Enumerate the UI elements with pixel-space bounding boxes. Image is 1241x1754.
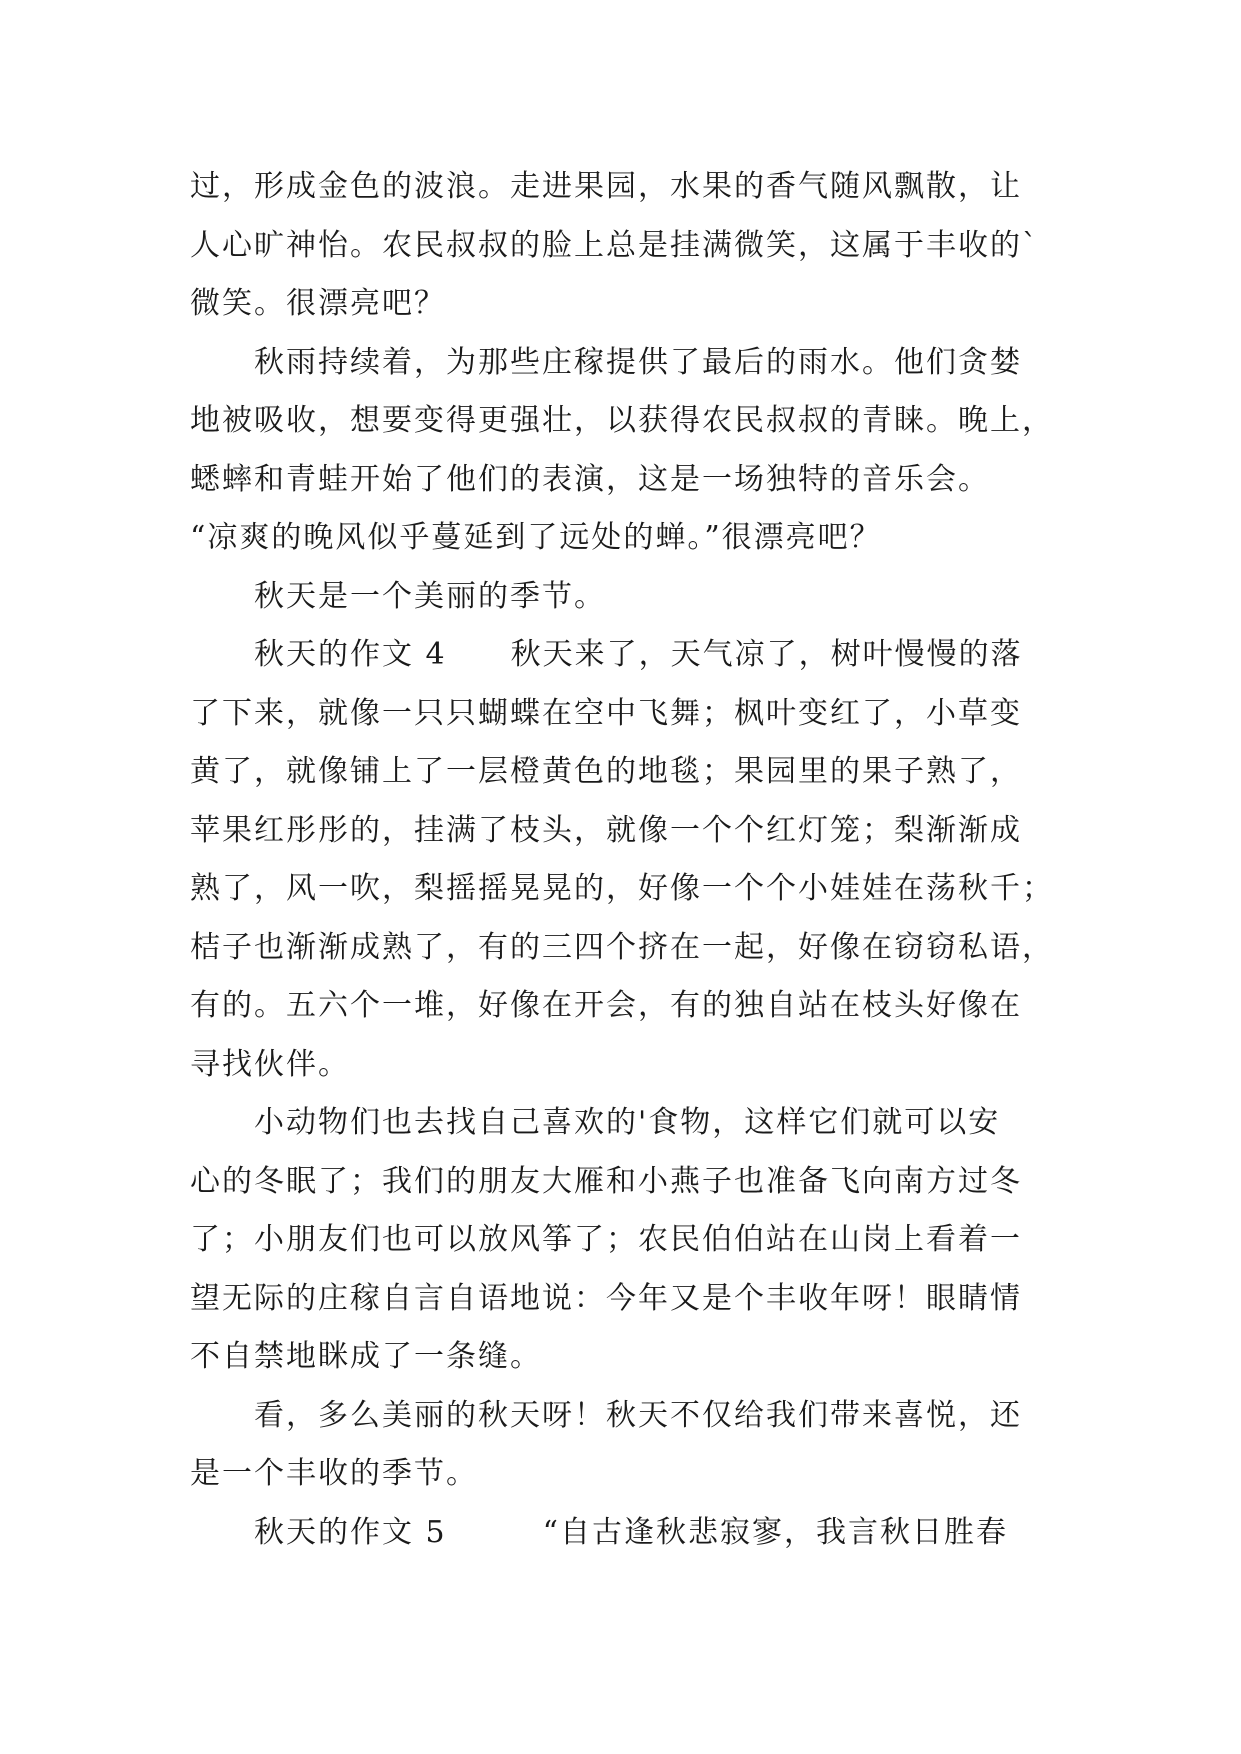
text-line: 地被吸收，想要变得更强壮，以获得农民叔叔的青睐。晚上， bbox=[190, 403, 1054, 438]
text-line: “凉爽的晚风似乎蔓延到了远处的蝉。”很漂亮吧？ bbox=[190, 520, 882, 555]
text-line: 有的。五六个一堆，好像在开会，有的独自站在枝头好像在 bbox=[190, 988, 1022, 1023]
text-line: 秋天的作文 5 “自古逢秋悲寂寥，我言秋日胜春 bbox=[254, 1514, 1008, 1550]
paragraph-4 bbox=[190, 626, 1060, 1094]
text-line: 了下来，就像一只只蝴蝶在空中飞舞；枫叶变红了，小草变 bbox=[190, 695, 1022, 731]
paragraph-6 bbox=[190, 1387, 1060, 1504]
text-line: 蟋蟀和青蛙开始了他们的表演，这是一场独特的音乐会。 bbox=[190, 461, 990, 497]
text-line: 微笑。很漂亮吧？ bbox=[190, 286, 446, 321]
text-line: 过，形成金色的波浪。走进果园，水果的香气随风飘散，让 bbox=[190, 169, 1022, 204]
text-line: 不自禁地眯成了一条缝。 bbox=[190, 1339, 542, 1374]
paragraph-7 bbox=[190, 1504, 1060, 1563]
text-line: 秋天的作文 4 秋天来了，天气凉了，树叶慢慢的落 bbox=[254, 637, 1023, 672]
text-line: 小动物们也去找自己喜欢的'食物，这样它们就可以安 bbox=[254, 1105, 1001, 1140]
text-line: 黄了，就像铺上了一层橙黄色的地毯；果园里的果子熟了， bbox=[190, 754, 1022, 789]
text-line: 心的冬眠了；我们的朋友大雁和小燕子也准备飞向南方过冬 bbox=[190, 1163, 1022, 1199]
paragraph-5 bbox=[190, 1094, 1060, 1387]
text-line: 是一个丰收的季节。 bbox=[190, 1456, 478, 1491]
paragraph-2 bbox=[190, 334, 1060, 568]
paragraph-3 bbox=[190, 568, 1060, 627]
text-line: 望无际的庄稼自言自语地说：今年又是个丰收年呀！眼睛情 bbox=[190, 1280, 1022, 1316]
text-line: 人心旷神怡。农民叔叔的脸上总是挂满微笑，这属于丰收的` bbox=[190, 227, 1039, 263]
document-body bbox=[190, 158, 1060, 1562]
text-line: 桔子也渐渐成熟了，有的三四个挤在一起，好像在窃窃私语， bbox=[190, 929, 1054, 965]
text-line: 苹果红彤彤的，挂满了枝头，就像一个个红灯笼；梨渐渐成 bbox=[190, 812, 1022, 848]
text-line: 寻找伙伴。 bbox=[190, 1046, 350, 1082]
text-line: 秋天是一个美丽的季节。 bbox=[254, 578, 606, 614]
text-line: 看，多么美丽的秋天呀！秋天不仅给我们带来喜悦，还 bbox=[254, 1397, 1022, 1433]
paragraph-1 bbox=[190, 158, 1060, 334]
text-line: 熟了，风一吹，梨摇摇晃晃的，好像一个个小娃娃在荡秋千； bbox=[190, 871, 1054, 906]
text-line: 秋雨持续着，为那些庄稼提供了最后的雨水。他们贪婪 bbox=[254, 344, 1022, 380]
text-line: 了；小朋友们也可以放风筝了；农民伯伯站在山岗上看着一 bbox=[190, 1222, 1022, 1257]
